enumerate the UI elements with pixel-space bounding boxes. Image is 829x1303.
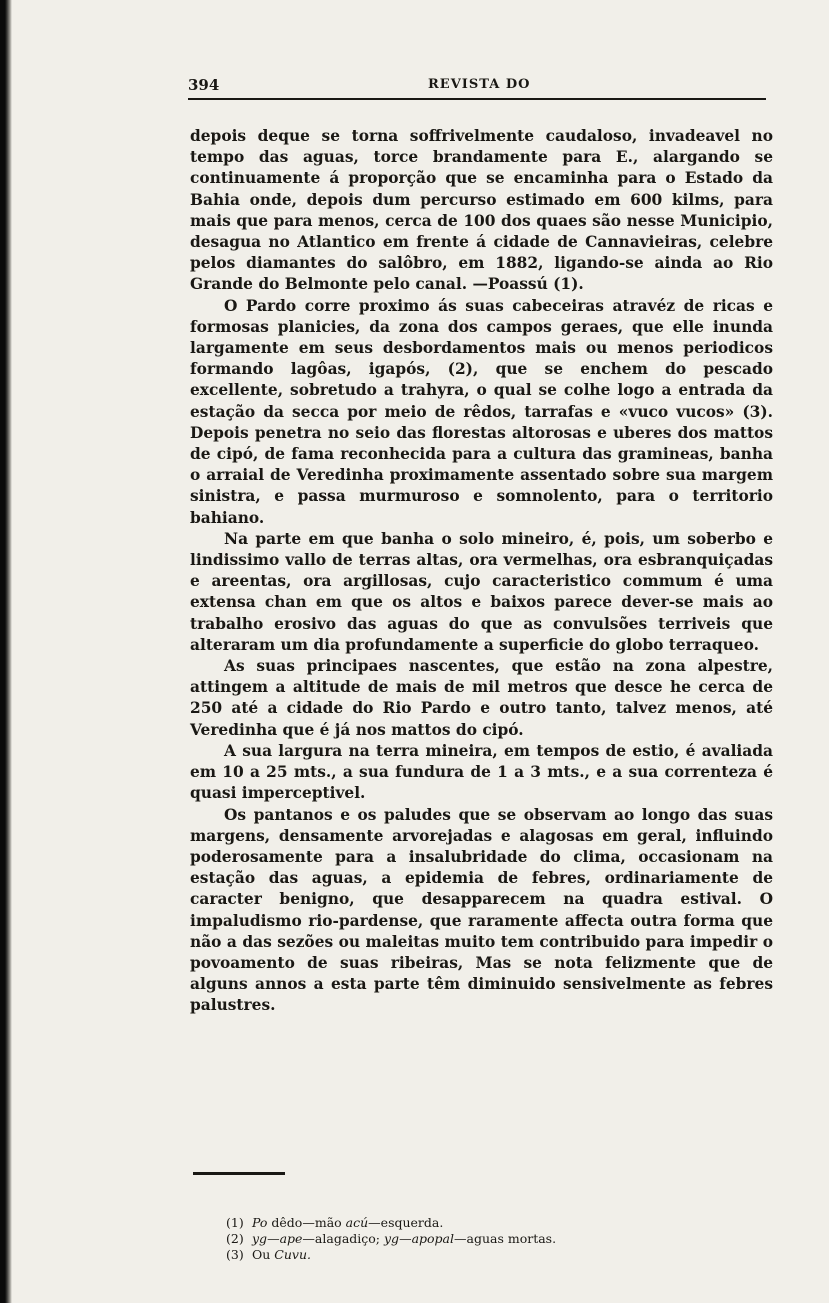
footnote-text: yg—apopal [384, 1231, 454, 1246]
footnote [226, 1231, 746, 1247]
page-header [188, 76, 766, 96]
footnote-text: dêdo—mão [267, 1215, 346, 1230]
running-title: REVISTA DO [428, 77, 531, 92]
footnote-mark: (3) [226, 1247, 244, 1262]
footnote [226, 1247, 746, 1263]
footnote-rule [193, 1172, 285, 1175]
footnote-text: —aguas mortas. [454, 1231, 557, 1246]
paragraph: As suas principaes nascentes, que estão na zona alpestre, attingem a altitude de mais de mil metros que desce he cerca de 250 até a cidade do Rio Pardo e outro tanto, talvez menos, até Veredinha que é já nos mattos do cipó. [190, 657, 773, 739]
paragraph: depois deque se torna soffrivelmente caudaloso, invadeavel no tempo das aguas, torce brandamente para E., alargando se continuamente á proporção que se encaminha para o Estado da Bahia onde, depois dum percurso estimado em 600 kilms, para mais que para menos, cerca de 100 dos quaes são nesse Municipio, desagua no Atlantico em frente á cidade de Cannavieiras, celebre pelos diamantes do salôbro, em 1882, ligando-se ainda ao Rio Grande do Belmonte pelo canal. —Poassú (1). [190, 127, 773, 294]
book-binding-edge [0, 0, 12, 1303]
paragraph: Os pantanos e os paludes que se observam ao longo das suas margens, densamente arvorejadas e alagosas em geral, influindo poderosamente para a insalubridade do clima, occasionam na estação das aguas, a epidemia de febres, ordinariamente de caracter benigno, que desapparecem na quadra estival. O impaludismo rio-pardense, que raramente affecta outra forma que não a das sezões ou maleitas muito tem contribuido para impedir o povoamento de suas ribeiras, Mas se nota felizmente que de alguns annos a esta parte têm diminuido sensivelmente as febres palustres. [190, 805, 773, 1015]
body-text [190, 126, 773, 1017]
footnote-text: Po [252, 1215, 268, 1230]
footnote-text: —alagadiço; [302, 1231, 384, 1246]
footnote-text: Ou [252, 1247, 275, 1262]
paragraph: A sua largura na terra mineira, em tempos de estio, é avaliada em 10 a 25 mts., a sua fundura de 1 a 3 mts., e a sua correnteza é quasi imperceptivel. [190, 741, 773, 803]
footnote [226, 1215, 746, 1231]
page-number: 394 [188, 76, 220, 94]
footnotes [226, 1215, 746, 1263]
footnote-text: Cuvu. [274, 1247, 311, 1262]
header-rule [188, 98, 766, 100]
paragraph: O Pardo corre proximo ás suas cabeceiras atravéz de ricas e formosas planicies, da zona dos campos geraes, que elle inunda largamente em seus desbordamentos mais ou menos periodicos formando lagôas, igapós, (2), que se enchem do pescado excellente, sobretudo a trahyra, o qual se colhe logo a entrada da estação da secca por meio de rêdos, tarrafas e «vuco vucos» (3). Depois penetra no seio das florestas altorosas e uberes dos mattos de cipó, de fama reconhecida para a cultura das gramineas, banha o arraial de Veredinha proximamente assentado sobre sua margem sinistra, e passa murmuroso e somnolento, para o territorio bahiano. [190, 296, 773, 527]
footnote-mark: (2) [226, 1231, 244, 1246]
footnote-mark: (1) [226, 1215, 244, 1230]
footnote-text: —esquerda. [368, 1215, 444, 1230]
paragraph: Na parte em que banha o solo mineiro, é, pois, um soberbo e lindissimo vallo de terras altas, ora vermelhas, ora esbranquiçadas e areentas, ora argillosas, cujo caracteristico commum é uma extensa chan em que os altos e baixos parece dever-se mais ao trabalho erosivo das aguas do que as convulsões terriveis que alteraram um dia profundamente a superficie do globo terraqueo. [190, 529, 773, 654]
footnote-text: yg—ape [252, 1231, 303, 1246]
footnote-text: acú [345, 1215, 369, 1230]
